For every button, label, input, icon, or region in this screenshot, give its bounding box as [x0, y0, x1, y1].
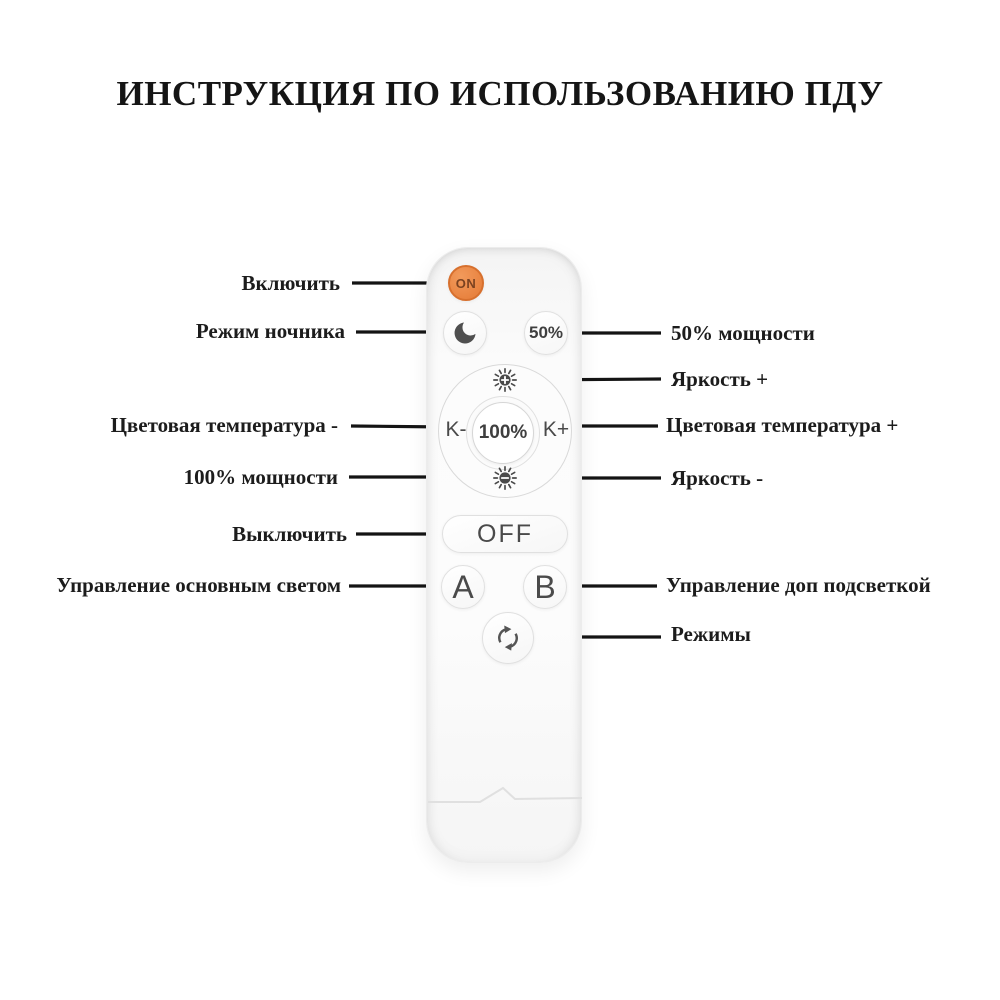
k-plus-button — [536, 418, 576, 442]
label-half-power: 50% мощности — [671, 321, 815, 345]
moon-icon — [451, 319, 479, 347]
k-minus-label: K- — [445, 418, 467, 441]
label-modes: Режимы — [671, 622, 751, 646]
label-power-off: Выключить — [232, 522, 347, 546]
b-button — [523, 565, 567, 609]
brightness-plus-button — [492, 367, 518, 393]
brightness-minus-button — [492, 465, 518, 491]
b-button-label: B — [534, 568, 556, 605]
k-minus-button — [436, 418, 476, 442]
a-button-label: A — [452, 568, 474, 605]
label-full-power: 100% мощности — [183, 465, 338, 489]
hundred-percent-label: 100% — [478, 422, 528, 443]
on-button — [448, 265, 484, 301]
brightness-plus-icon — [492, 367, 518, 393]
cycle-icon — [491, 621, 525, 655]
k-plus-label: K+ — [542, 418, 570, 441]
label-power-on: Включить — [241, 271, 340, 295]
off-button-label: OFF — [477, 519, 533, 548]
off-button — [442, 515, 568, 553]
fifty-percent-label: 50% — [528, 323, 564, 342]
night-mode-button — [443, 311, 487, 355]
label-brightness-minus: Яркость - — [671, 466, 764, 490]
fifty-percent-button — [524, 311, 568, 355]
on-button-label: ON — [455, 275, 477, 291]
label-brightness-plus: Яркость + — [671, 367, 769, 391]
brightness-minus-icon — [492, 465, 518, 491]
label-aux-light-control: Управление доп подсветкой — [666, 573, 931, 597]
a-button — [441, 565, 485, 609]
hundred-percent-button — [472, 402, 534, 464]
page-title: ИНСТРУКЦИЯ ПО ИСПОЛЬЗОВАНИЮ ПДУ — [116, 74, 884, 113]
label-color-temp-minus: Цветовая температура - — [110, 413, 338, 437]
label-color-temp-plus: Цветовая температура + — [666, 413, 899, 437]
modes-button — [482, 612, 534, 664]
label-main-light-control: Управление основным светом — [56, 573, 341, 597]
label-night-mode: Режим ночника — [195, 319, 345, 343]
